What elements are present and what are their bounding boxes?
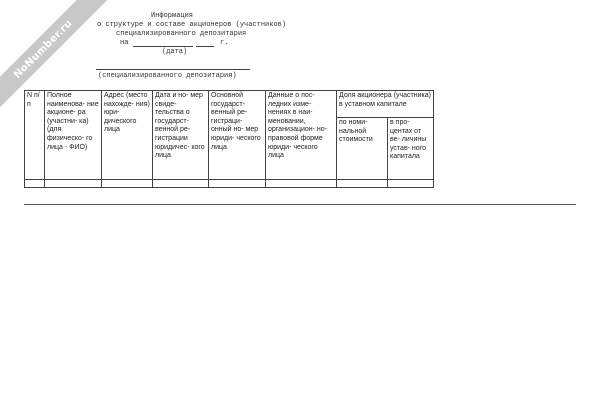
header-changes: Данные о пос- ледних изме- нениях в наи- меновании, организацион- но-правовой форме юриди- ческого лица [266, 91, 337, 180]
cell-share-nominal[interactable] [337, 180, 388, 188]
depositary-underline [96, 69, 250, 70]
header-ogrn: Основной государст- венный ре- гистраци- онный но- мер юриди- ческого лица [209, 91, 266, 180]
header-share-percent: в про- центах от ве- личины устав- ного капитала [388, 118, 434, 180]
header-address: Адрес (место нахожде- ния) юри- дического лица [102, 91, 153, 180]
header-share: Доля акционера (участника) в уставном капитале [337, 91, 434, 118]
document-subtitle-2: специализированного депозитария [116, 30, 247, 38]
cell-certificate[interactable] [153, 180, 209, 188]
year-suffix: г. [220, 39, 229, 47]
document-subtitle: о структуре и составе акционеров (участников) [97, 21, 287, 29]
shareholders-table [24, 90, 434, 188]
header-certificate: Дата и но- мер свиде- тельства о государст- венной ре- гистрации юридичес- кого лица [153, 91, 209, 180]
depositary-caption: (специализированного депозитария) [98, 72, 237, 80]
date-underline [133, 46, 193, 47]
header-name: Полное наименова- ние акционе- ра (участни- ка) (для физическо- го лица - ФИО) [45, 91, 102, 180]
watermark-text: NoNumber.ru [11, 17, 75, 81]
year-underline [196, 46, 214, 47]
header-share-nominal: по номи- нальной стоимости [337, 118, 388, 180]
cell-ogrn[interactable] [209, 180, 266, 188]
cell-name[interactable] [45, 180, 102, 188]
document-title: Информация [151, 12, 194, 20]
section-divider [24, 204, 576, 205]
table-header-row [25, 91, 434, 118]
na-label: на [120, 39, 129, 47]
cell-share-percent[interactable] [388, 180, 434, 188]
cell-num[interactable] [25, 180, 45, 188]
header-num: N п/п [25, 91, 45, 180]
cell-address[interactable] [102, 180, 153, 188]
date-caption: (дата) [162, 48, 188, 56]
table-row [25, 180, 434, 188]
cell-changes[interactable] [266, 180, 337, 188]
